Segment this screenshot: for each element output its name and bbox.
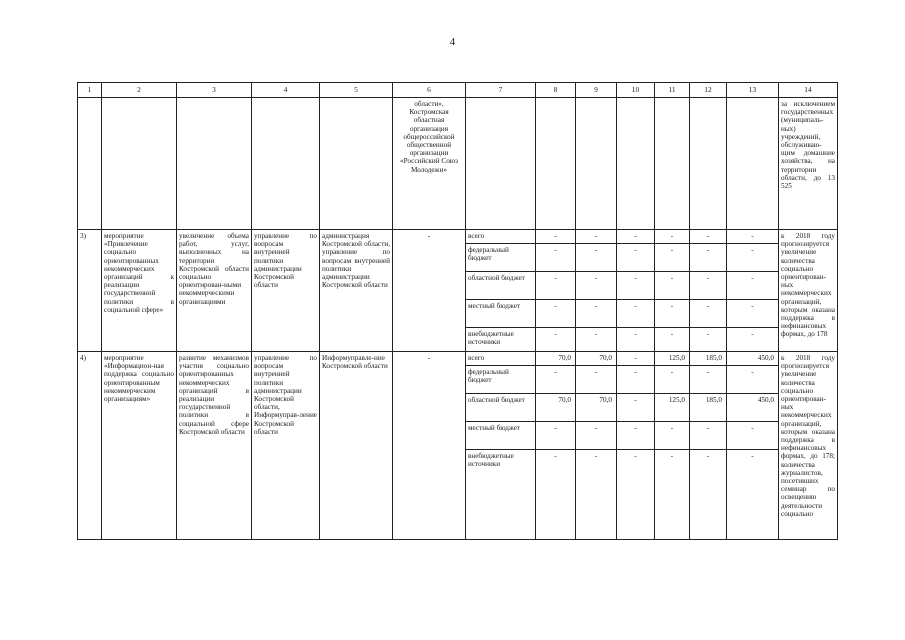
financing-value: - [576, 366, 617, 394]
financing-value: 70,0 [536, 352, 576, 366]
activity-row [78, 352, 838, 366]
expected-result: к 2018 году прогнозируется увеличение количества социально ориентирован-ных некоммерческих организаций, которым оказана поддержка в нефинансовых формах, до 178; количества журналистов, посетивших семинар по освещению деятельности социально [779, 352, 838, 540]
column-number: 11 [655, 83, 690, 98]
financing-value: - [617, 230, 655, 244]
cell [320, 98, 393, 230]
column-number: 13 [727, 83, 779, 98]
financing-value: - [576, 422, 617, 450]
financing-value: - [536, 366, 576, 394]
financing-value: - [617, 366, 655, 394]
financing-value: - [617, 450, 655, 540]
financing-value: - [690, 244, 727, 272]
financing-value: 450,0 [727, 394, 779, 422]
col6-value: - [393, 352, 466, 540]
financing-value: 185,0 [690, 352, 727, 366]
activity-participants: Информуправле-ние Костромской области [320, 352, 393, 540]
financing-value: - [690, 230, 727, 244]
financing-source: внебюджетные источники [466, 450, 536, 540]
financing-value: - [617, 272, 655, 300]
column-number: 2 [102, 83, 177, 98]
financing-value: - [576, 230, 617, 244]
financing-value: 125,0 [655, 394, 690, 422]
financing-value: - [727, 328, 779, 352]
financing-value: 450,0 [727, 352, 779, 366]
financing-value: 70,0 [576, 394, 617, 422]
cell [466, 98, 536, 230]
column-number: 5 [320, 83, 393, 98]
activity-participants: администрация Костромской области, управление по вопросам внутренней политики администрации Костромской области [320, 230, 393, 352]
responsible-executor: управление по вопросам внутренней политики администрации Костромской области, Информуправ-ление Костромской области [252, 352, 320, 540]
financing-value: - [727, 230, 779, 244]
activity-goal: увеличение объема работ, услуг, выполненных на территории Костромской области социально ориентирован-ными некоммерческими организациями [177, 230, 252, 352]
financing-value: - [655, 366, 690, 394]
financing-value: - [690, 422, 727, 450]
cell [727, 98, 779, 230]
financing-value: - [536, 230, 576, 244]
continuation-col6-text: области», Костромская областная организация общероссийской общественной организации «Российский Союз Молодежи» [393, 98, 466, 230]
cell [536, 98, 576, 230]
financing-value: - [690, 300, 727, 328]
financing-value: - [617, 394, 655, 422]
financing-value: - [727, 244, 779, 272]
financing-value: - [536, 300, 576, 328]
financing-value: - [617, 422, 655, 450]
expected-result: к 2018 году прогнозируется увеличение количества социально ориентирован-ных некоммерческих организаций, которым оказана поддержка в нефинансовых формах, до 178 [779, 230, 838, 352]
financing-value: 70,0 [576, 352, 617, 366]
cell [617, 98, 655, 230]
column-number: 14 [779, 83, 838, 98]
activity-name: мероприятие «Привлечение социально ориентированных некоммерческих организаций к реализации государственной политики в социальной сфере» [102, 230, 177, 352]
financing-value: - [617, 352, 655, 366]
column-number: 10 [617, 83, 655, 98]
financing-value: - [576, 328, 617, 352]
financing-value: - [690, 328, 727, 352]
cell [177, 98, 252, 230]
financing-value: - [536, 422, 576, 450]
continuation-col14-text: за исключением государственных (муниципаль-ных) учреждений, обслуживаю-щим домашние хозяйства, на территории области, до 13 525 [779, 98, 838, 230]
financing-value: - [617, 244, 655, 272]
financing-value: - [576, 300, 617, 328]
financing-source: всего [466, 230, 536, 244]
cell [690, 98, 727, 230]
column-number: 6 [393, 83, 466, 98]
financing-value: - [536, 450, 576, 540]
financing-value: - [690, 272, 727, 300]
financing-value: - [617, 300, 655, 328]
financing-source: федеральный бюджет [466, 366, 536, 394]
activity-goal: развитие механизмов участия социально ориентированных некоммерческих организаций в реализации государственной политики в социальной сфере Костромской области [177, 352, 252, 540]
column-number: 1 [78, 83, 102, 98]
financing-value: - [690, 450, 727, 540]
column-number: 3 [177, 83, 252, 98]
financing-value: - [727, 272, 779, 300]
financing-value: - [536, 328, 576, 352]
financing-source: федеральный бюджет [466, 244, 536, 272]
financing-value: - [727, 450, 779, 540]
column-number: 7 [466, 83, 536, 98]
financing-value: - [576, 272, 617, 300]
financing-value: - [655, 300, 690, 328]
page-number: 4 [449, 36, 456, 48]
financing-source: областной бюджет [466, 272, 536, 300]
column-number: 9 [576, 83, 617, 98]
financing-value: - [576, 450, 617, 540]
activity-number: 3) [78, 230, 102, 352]
activity-row [78, 230, 838, 244]
financing-value: - [655, 422, 690, 450]
financing-value: - [727, 422, 779, 450]
financing-value: - [655, 450, 690, 540]
continuation-row [78, 98, 838, 230]
financing-value: - [536, 244, 576, 272]
financing-value: - [655, 272, 690, 300]
col6-value: - [393, 230, 466, 352]
financing-value: - [617, 328, 655, 352]
financing-source: местный бюджет [466, 422, 536, 450]
financing-value: - [536, 272, 576, 300]
financing-value: - [655, 328, 690, 352]
column-number: 12 [690, 83, 727, 98]
financing-value: - [576, 244, 617, 272]
cell [655, 98, 690, 230]
financing-value: - [655, 230, 690, 244]
financing-value: 125,0 [655, 352, 690, 366]
cell [252, 98, 320, 230]
financing-value: - [690, 366, 727, 394]
activity-name: мероприятие «Информацион-ная поддержка социально ориентированным некоммерческим организациям» [102, 352, 177, 540]
financing-value: 185,0 [690, 394, 727, 422]
financing-value: 70,0 [536, 394, 576, 422]
financing-value: - [655, 244, 690, 272]
financing-source: внебюджетные источники [466, 328, 536, 352]
cell [576, 98, 617, 230]
financing-value: - [727, 366, 779, 394]
financing-source: всего [466, 352, 536, 366]
financing-value: - [727, 300, 779, 328]
column-number: 4 [252, 83, 320, 98]
financing-source: местный бюджет [466, 300, 536, 328]
column-number: 8 [536, 83, 576, 98]
column-number-row [78, 83, 838, 98]
responsible-executor: управление по вопросам внутренней политики администрации Костромской области [252, 230, 320, 352]
financing-source: областной бюджет [466, 394, 536, 422]
cell [78, 98, 102, 230]
cell [102, 98, 177, 230]
activity-number: 4) [78, 352, 102, 540]
program-activities-table [77, 82, 838, 540]
